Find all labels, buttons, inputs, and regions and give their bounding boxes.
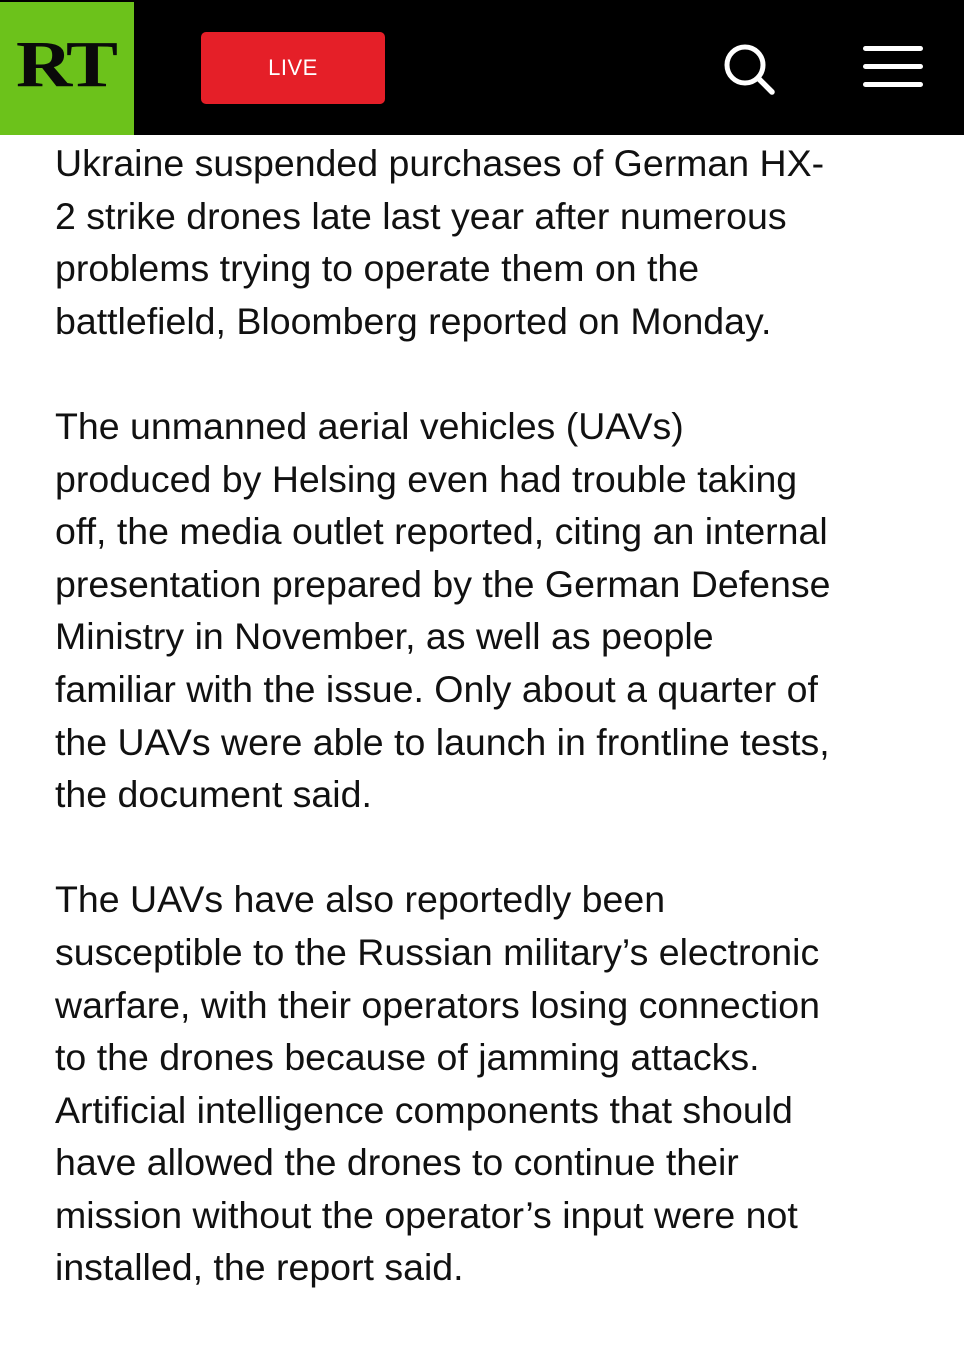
rt-logo[interactable] [0,2,134,135]
top-navigation-bar [0,0,964,135]
article-paragraph: Ukraine suspended purchases of German HX- 2 strike drones late last year after numerous problems trying to operate them on the battlefield, Bloomberg reported on Monday. [55,142,825,342]
search-icon [718,38,778,98]
live-button[interactable]: LIVE [201,32,385,104]
hamburger-menu-icon [860,42,926,92]
search-button[interactable] [718,38,778,98]
logo-text: RT [16,28,115,101]
article-paragraph: The unmanned aerial vehicles (UAVs) produced by Helsing even had trouble taking off, the media outlet reported, citing an internal presentation prepared by the German Defense Ministry in November, as well as people familiar with the issue. Only about a quarter of the UAVs were able to launch in frontline tests, the document said. [55,404,831,816]
article-body [55,137,915,1347]
article-paragraph: The UAVs have also reportedly been susceptible to the Russian military’s electronic warfare, with their operators losing connection to the drones because of jamming attacks. Artificial intelligence components that should have allowed the drones to continue their mission without the operator’s input were not installed, the report said. [55,878,820,1289]
menu-button[interactable] [860,42,926,92]
